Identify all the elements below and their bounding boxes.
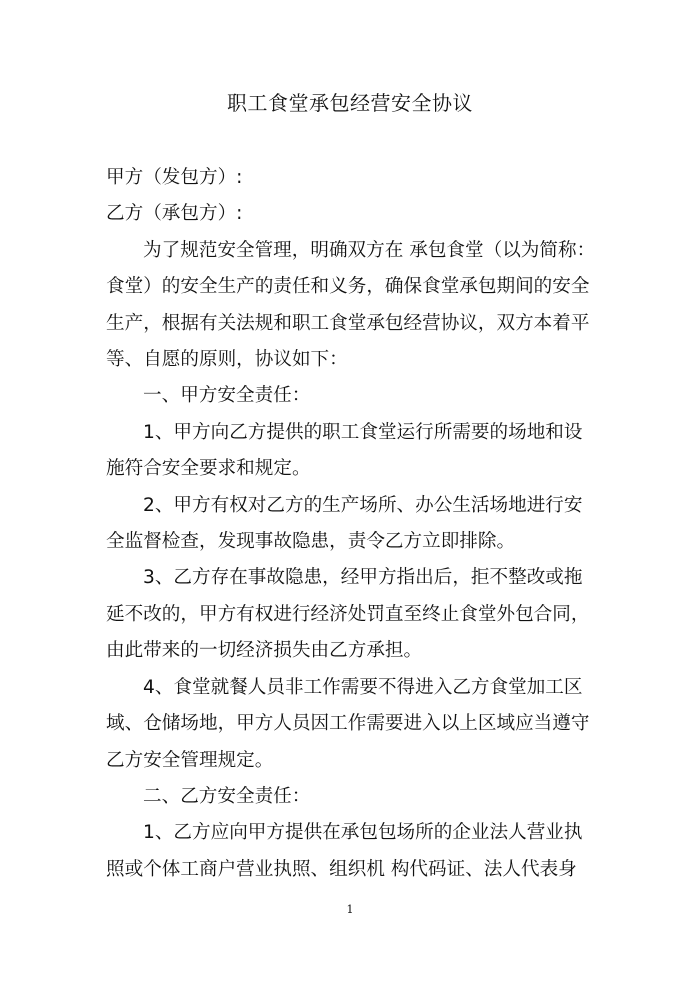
document-line: 等、自愿的原则，协议如下： — [106, 349, 348, 371]
document-body — [106, 160, 600, 888]
document-line: 1、乙方应向甲方提供在承包包场所的企业法人营业执 — [143, 822, 583, 844]
document-line: 甲方（发包方）: — [106, 167, 243, 188]
document-line: 为了规范安全管理，明确双方在 承包食堂（以为简称： — [143, 239, 596, 261]
document-line: 乙方（承包方）: — [106, 203, 243, 225]
document-line: 施符合安全要求和规定。 — [106, 458, 311, 480]
document-line: 全监督检查，发现事故隐患，责令乙方立即排除。 — [106, 531, 516, 553]
document-line: 域、仓储场地，甲方人员因工作需要进入以上区域应当遵守 — [106, 713, 590, 735]
document-line: 二、乙方安全责任： — [143, 785, 311, 807]
document-line: 3、乙方存在事故隐患，经甲方指出后，拒不整改或拖 — [143, 567, 583, 589]
document-line: 一、甲方安全责任： — [143, 385, 311, 407]
document-line: 1、甲方向乙方提供的职工食堂运行所需要的场地和设 — [143, 421, 583, 443]
document-line: 照或个体工商户营业执照、组织机 构代码证、法人代表身 — [106, 858, 577, 880]
document-line: 食堂）的安全生产的责任和义务，确保食堂承包期间的安全 — [106, 276, 590, 298]
document-line: 生产，根据有关法规和职工食堂承包经营协议，双方本着平 — [106, 312, 590, 334]
document-line: 2、甲方有权对乙方的生产场所、办公生活场地进行安 — [143, 494, 583, 516]
document-line: 4、食堂就餐人员非工作需要不得进入乙方食堂加工区 — [143, 676, 583, 698]
document-line: 延不改的，甲方有权进行经济处罚直至终止食堂外包合同， — [106, 603, 590, 625]
document-line: 由此带来的一切经济损失由乙方承担。 — [106, 640, 423, 662]
document-title: 职工食堂承包经营安全协议 — [227, 91, 473, 115]
document-line: 乙方安全管理规定。 — [106, 749, 274, 771]
page-number: 1 — [346, 903, 354, 916]
